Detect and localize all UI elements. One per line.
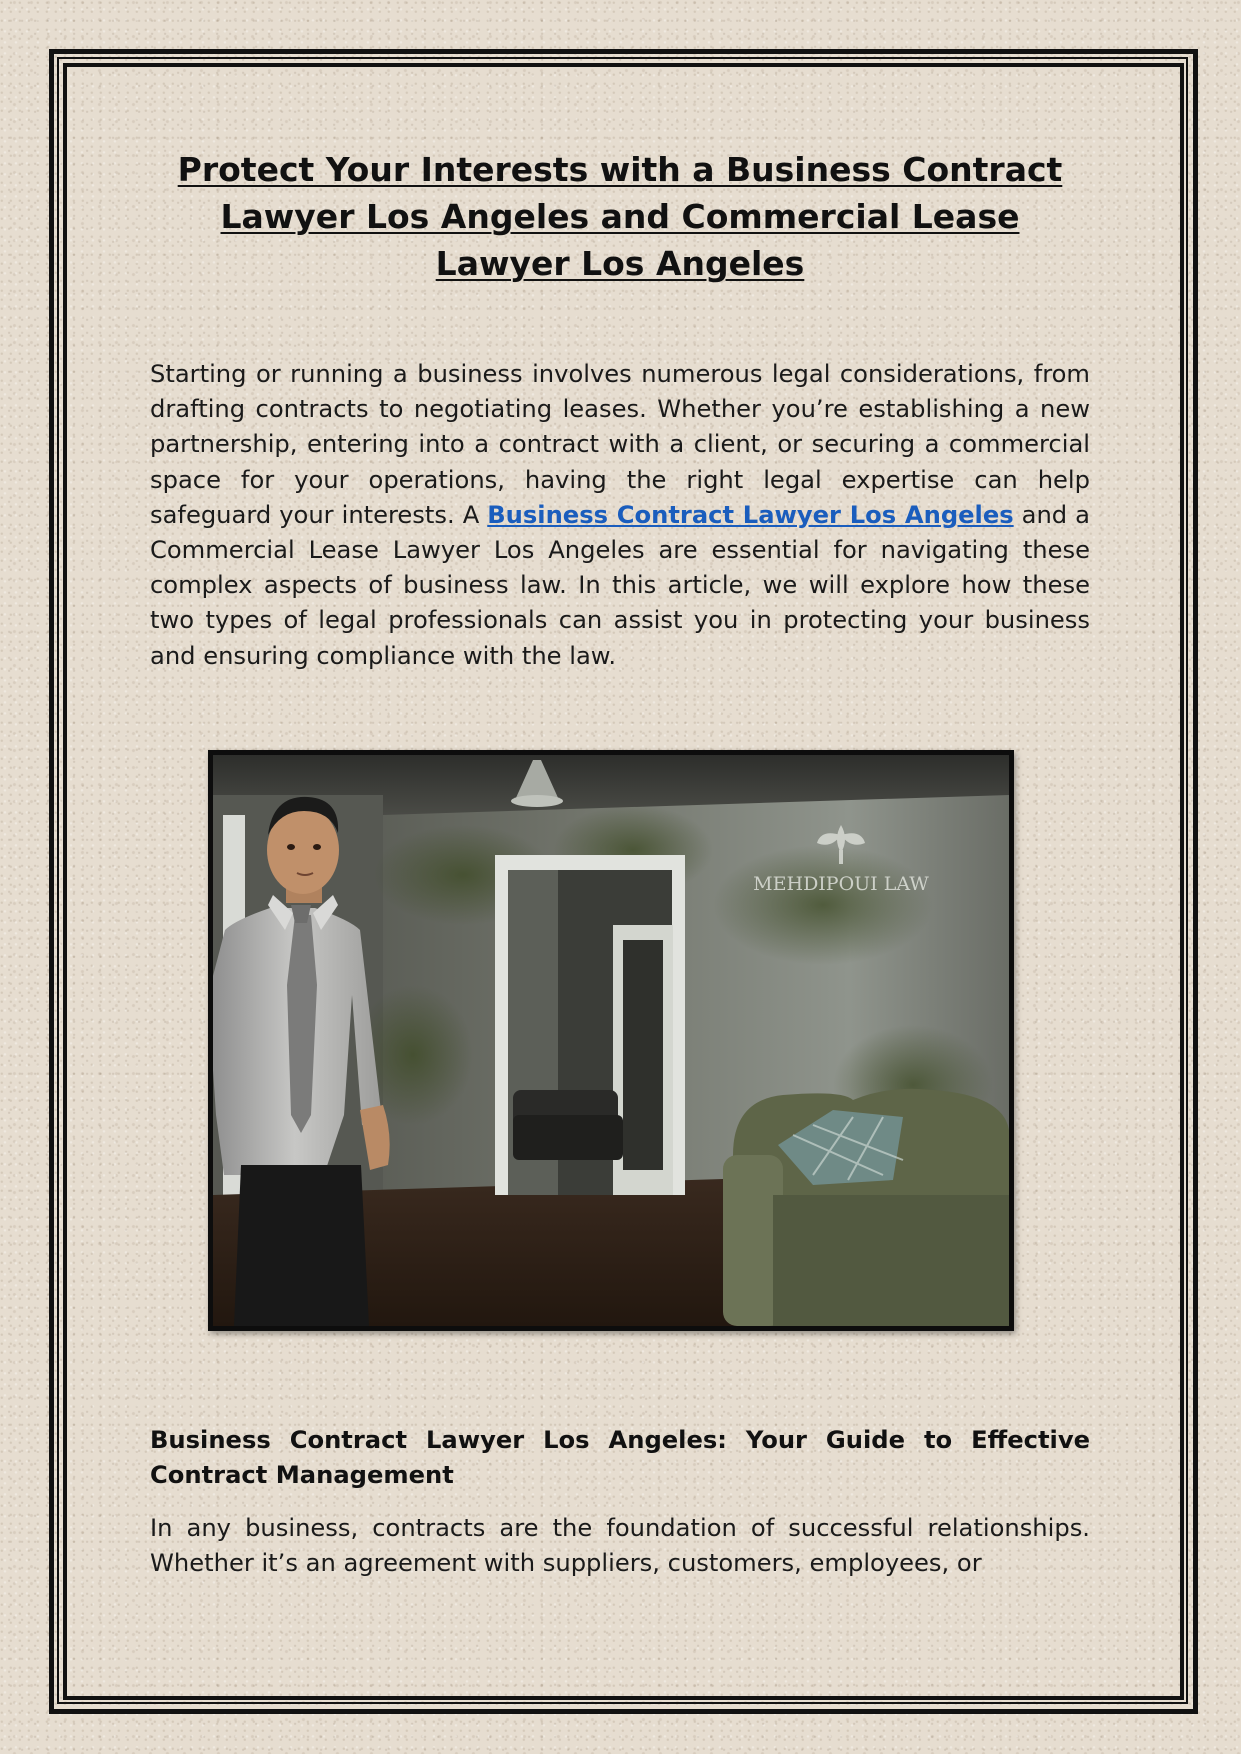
intro-paragraph <box>150 357 1090 674</box>
contracts-paragraph: In any business, contracts are the foundation of successful relationships. Whether it’s an agreement with suppliers, customers, employees, or <box>150 1514 1090 1578</box>
intro-text-before-link: Starting or running a business involves numerous legal considerations, from drafting contracts to negotiating leases. Whether you’re establishing a new partnership, entering into a contract with a client, or securing a commercial space for your operations, having the right legal expertise can help safeguard your interests. A <box>150 360 1090 529</box>
intro-text-after-link: and a Commercial Lease Lawyer Los Angeles are essential for navigating these complex aspects of business law. In this article, we will explore how these two types of legal professionals can assist you in protecting your business and ensuring compliance with the law. <box>150 500 1090 670</box>
watermark-text: MEHDIPOUI LAW <box>753 873 929 895</box>
article-photo <box>208 750 1014 1331</box>
section-heading-contract-management: Business Contract Lawyer Los Angeles: Your Guide to Effective Contract Management <box>150 1426 1090 1489</box>
business-contract-lawyer-link[interactable]: Business Contract Lawyer Los Angeles <box>487 500 1014 529</box>
document-title: Protect Your Interests with a Business Contract Lawyer Los Angeles and Commercial Lease Lawyer Los Angeles <box>177 150 1063 283</box>
